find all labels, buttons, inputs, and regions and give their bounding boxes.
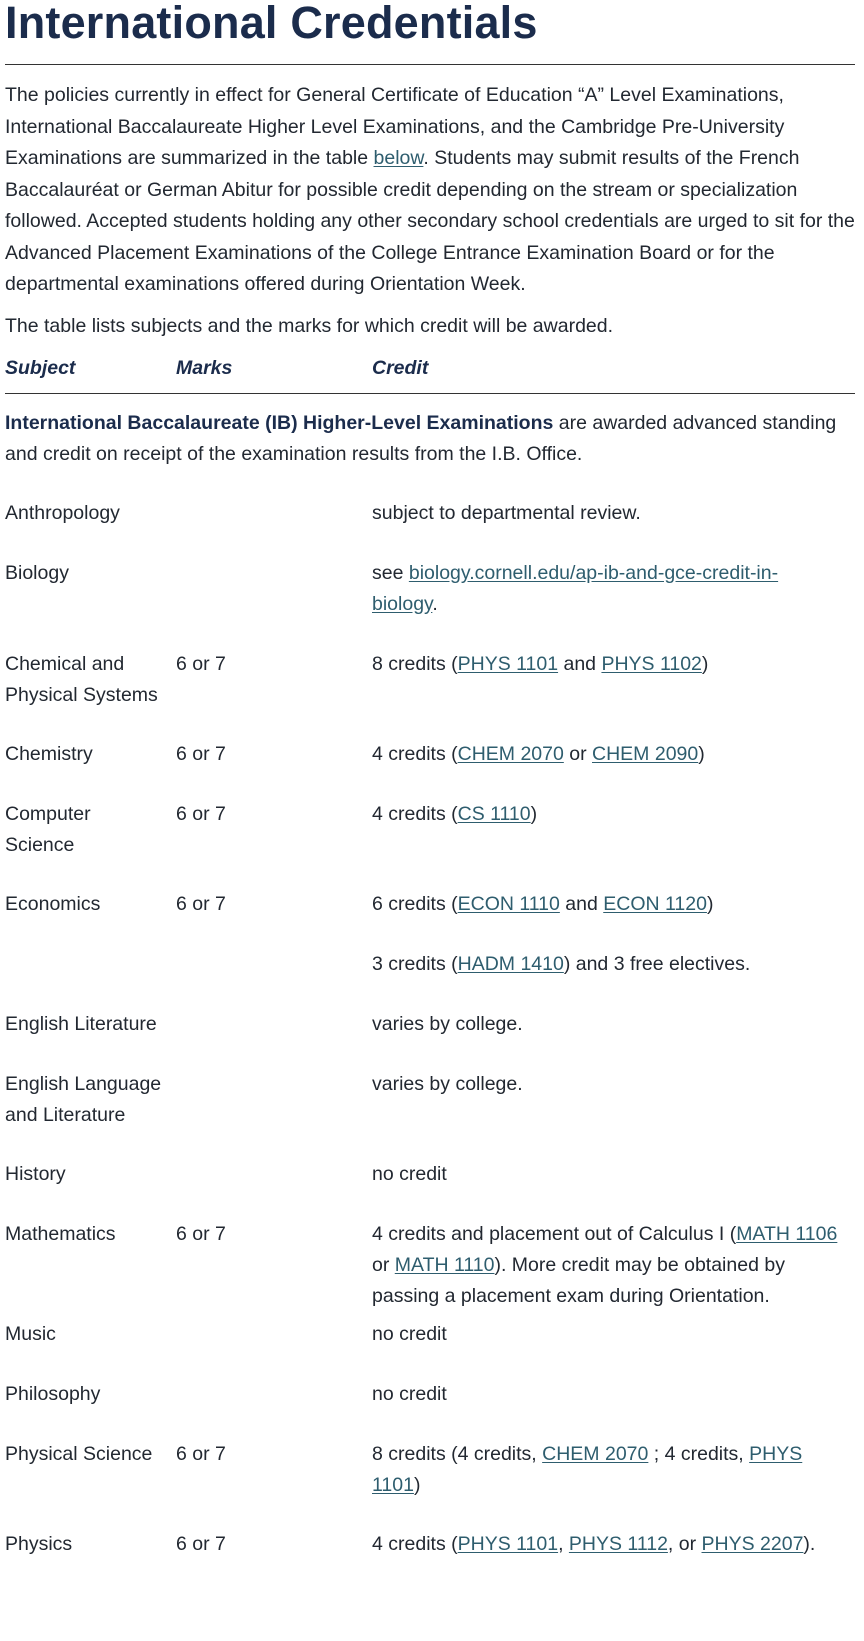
header-marks: Marks <box>176 356 233 379</box>
credit-text: 6 credits ( <box>372 892 458 915</box>
credit-cell <box>372 1219 842 1319</box>
credit-cell <box>372 799 842 889</box>
credit-text: 8 credits ( <box>372 652 458 675</box>
subject-cell <box>5 949 176 1009</box>
course-link-chem-2070[interactable]: CHEM 2070 <box>542 1442 649 1465</box>
credit-text: ) <box>701 652 709 675</box>
marks-cell <box>176 949 372 1009</box>
credit-text: ; 4 credits, <box>648 1442 750 1465</box>
credit-text: 3 credits ( <box>372 952 458 975</box>
table-row-music <box>5 1319 855 1379</box>
credit-text: ). More credit may be obtained by passing a placement exam during Orientation. <box>372 1253 785 1307</box>
marks-cell <box>176 498 372 558</box>
credit-cell <box>372 1529 852 1569</box>
credit-text: see <box>372 561 409 584</box>
table-row-chemistry <box>5 739 855 799</box>
marks-cell <box>176 1009 372 1069</box>
marks-cell: 6 or 7 <box>176 802 226 825</box>
table-row-philosophy <box>5 1379 855 1439</box>
subject-cell: Mathematics <box>5 1222 116 1245</box>
subject-cell: Economics <box>5 892 101 915</box>
subject-cell: Physical Science <box>5 1442 153 1465</box>
marks-cell <box>176 558 372 649</box>
subject-cell: Chemistry <box>5 742 93 765</box>
course-link-econ-1120[interactable]: ECON 1120 <box>603 892 707 915</box>
table-row-economics <box>5 889 855 949</box>
table-row-biology <box>5 558 855 649</box>
table-row-english-language-literature <box>5 1069 855 1159</box>
course-link-hadm-1410[interactable]: HADM 1410 <box>457 952 564 975</box>
credit-text: 4 credits ( <box>372 742 458 765</box>
ib-note <box>5 408 855 471</box>
marks-cell: 6 or 7 <box>176 1222 226 1245</box>
below-link[interactable]: below <box>373 147 424 169</box>
credit-text: 4 credits ( <box>372 802 458 825</box>
credit-text: ) and 3 free electives. <box>563 952 751 975</box>
credit-cell: varies by college. <box>372 1072 523 1095</box>
table-row-chemical-physical-systems <box>5 649 855 739</box>
intro-paragraph <box>5 80 855 301</box>
credit-text: or <box>563 742 593 765</box>
course-link-chem-2090[interactable]: CHEM 2090 <box>592 742 699 765</box>
marks-cell: 6 or 7 <box>176 892 226 915</box>
credit-cell <box>372 1439 842 1529</box>
credit-text: ) <box>530 802 538 825</box>
course-link-econ-1110[interactable]: ECON 1110 <box>457 892 560 915</box>
marks-cell: 6 or 7 <box>176 1532 226 1555</box>
subject-cell: Anthropology <box>5 501 120 524</box>
course-link-phys-1101[interactable]: PHYS 1101 <box>457 1532 559 1555</box>
marks-cell <box>176 1069 372 1159</box>
credit-text: , or <box>667 1532 702 1555</box>
table-row-physics <box>5 1529 855 1569</box>
credit-text: ). <box>803 1532 816 1555</box>
credit-cell: varies by college. <box>372 1012 523 1035</box>
table-row-english-literature <box>5 1009 855 1069</box>
marks-cell <box>176 1319 372 1379</box>
marks-cell: 6 or 7 <box>176 1442 226 1465</box>
credit-text: ) <box>706 892 714 915</box>
course-link-phys-1101[interactable]: PHYS 1101 <box>457 652 559 675</box>
credit-cell: no credit <box>372 1162 447 1185</box>
credit-table <box>5 498 855 1569</box>
subject-cell: English Language and Literature <box>5 1072 162 1126</box>
course-link-math-1110[interactable]: MATH 1110 <box>394 1253 495 1276</box>
credit-text: ) <box>698 742 705 765</box>
course-link-phys-2207[interactable]: PHYS 2207 <box>701 1532 804 1555</box>
course-link-math-1106[interactable]: MATH 1106 <box>736 1222 838 1245</box>
course-link-phys-1102[interactable]: PHYS 1102 <box>601 652 702 675</box>
credit-cell <box>372 949 842 1009</box>
course-link-cs-1110[interactable]: CS 1110 <box>457 802 531 825</box>
credit-text: and <box>559 892 604 915</box>
ib-note-text: are awarded advanced standing and credit on receipt of the examination results from the I.B. Office. <box>5 411 837 465</box>
credit-cell <box>372 739 842 799</box>
table-row-mathematics <box>5 1219 855 1319</box>
course-link-phys-1112[interactable]: PHYS 1112 <box>568 1532 668 1555</box>
credit-cell: no credit <box>372 1382 447 1405</box>
table-row-computer-science <box>5 799 855 889</box>
intro-text: . Students may submit results of the French Baccalauréat or German Abitur for possible credit depending on the stream or specialization followed. Accepted students holding any other secondary school credentials are urged to sit for the Advanced Placement Examinations of the College Entrance Examination Board or for the departmental examinations offered during Orientation Week. <box>5 147 855 295</box>
credit-cell: subject to departmental review. <box>372 501 641 524</box>
table-header <box>5 353 855 383</box>
subject-cell: History <box>5 1162 66 1185</box>
marks-cell: 6 or 7 <box>176 742 226 765</box>
marks-cell <box>176 1379 372 1439</box>
subject-cell: Computer Science <box>5 802 91 856</box>
marks-cell: 6 or 7 <box>176 652 226 675</box>
table-row-history <box>5 1159 855 1219</box>
table-row-anthropology <box>5 498 855 558</box>
title-divider <box>5 64 855 65</box>
table-description: The table lists subjects and the marks for which credit will be awarded. <box>5 314 614 337</box>
marks-cell <box>176 1159 372 1219</box>
credit-text: ) <box>413 1473 421 1496</box>
credit-text: 4 credits and placement out of Calculus I ( <box>372 1222 737 1245</box>
intro-text: The policies currently in effect for General Certificate of Education “A” Level Examinations, International Baccalaureate Higher Level Examinations, and the Cambridge Pre-University Examinations are summarized in the table <box>5 84 785 169</box>
credit-text: . <box>432 592 438 615</box>
header-divider <box>5 393 855 394</box>
header-credit: Credit <box>372 356 429 379</box>
header-subject: Subject <box>5 356 76 379</box>
subject-cell: Physics <box>5 1532 73 1555</box>
subject-cell: English Literature <box>5 1012 157 1035</box>
credit-text: , <box>558 1532 569 1555</box>
course-link-chem-2070[interactable]: CHEM 2070 <box>457 742 564 765</box>
course-link-phys-1101[interactable]: PHYS 1101 <box>372 1442 803 1496</box>
credit-text: 8 credits (4 credits, <box>372 1442 543 1465</box>
credit-text: and <box>558 652 602 675</box>
subject-cell: Philosophy <box>5 1382 101 1405</box>
credit-cell <box>372 558 842 649</box>
credit-cell <box>372 889 842 949</box>
ib-note-heading: International Baccalaureate (IB) Higher-Level Examinations <box>5 411 554 434</box>
credit-cell <box>372 649 842 739</box>
subject-cell: Chemical and Physical Systems <box>5 652 158 706</box>
table-row-economics-alternative <box>5 949 855 1009</box>
subject-cell: Music <box>5 1322 56 1345</box>
biology-credit-link[interactable]: biology.cornell.edu/ap-ib-and-gce-credit-in-biology <box>372 561 779 615</box>
page-title: International Credentials <box>5 0 538 48</box>
credit-text: or <box>372 1253 395 1276</box>
credit-cell: no credit <box>372 1322 447 1345</box>
table-row-physical-science <box>5 1439 855 1529</box>
credit-text: 4 credits ( <box>372 1532 458 1555</box>
subject-cell: Biology <box>5 561 69 584</box>
